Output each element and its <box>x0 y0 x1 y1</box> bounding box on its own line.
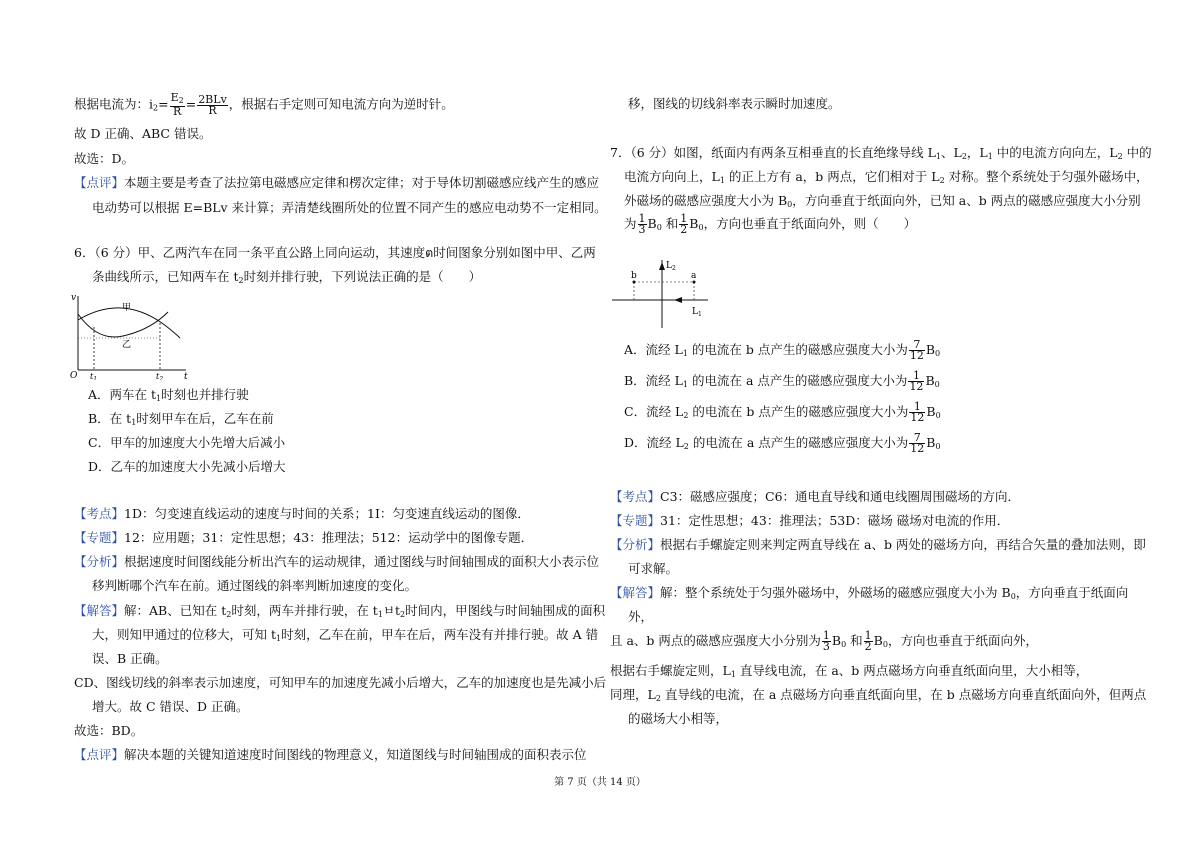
comment-line: 【点评】本题主要是考查了法拉第电磁感应定律和楞次定律；对于导体切割磁感应线产生的感应 <box>74 175 600 190</box>
dianping-line: 【点评】解决本题的关键知道速度时间图线的物理意义，知道图线与时间轴围成的面积表示位 <box>74 747 587 762</box>
option-d: D．流经 $L_2$ 的电流在 a 点产生的磁感应强度大小为 $\frac{7}{12}$ $B_0$ <box>624 431 941 455</box>
option-d: D．乙车的加速度大小先减小后增大 <box>88 459 286 474</box>
label-yi: 乙 <box>122 340 132 350</box>
fenxi-tag: 【分析】 <box>610 537 661 552</box>
fraction-2blv-over-r: $\frac{\text{2BLv}}{R}$ <box>198 92 227 117</box>
jieda-tag: 【解答】 <box>610 585 661 600</box>
zhuanti-tag: 【专题】 <box>74 530 125 545</box>
text-line: 可求解。 <box>628 561 679 576</box>
text-line: 电动势可以根据 E=BLv 来计算；弄清楚线圈所处的位置不同产生的感应电动势不一定相同。 <box>92 200 607 215</box>
text-line: CD、图线切线的斜率表示加速度，可知甲车的加速度先减小后增大，乙车的加速度也是先减小后 <box>74 675 607 690</box>
option-b: B．流经 $L_1$ 的电流在 a 点产生的磁感应强度大小为 $\frac{1}{12}$ $B_0$ <box>624 369 940 393</box>
axis-label-t: t <box>184 372 188 380</box>
fenxi-tag: 【分析】 <box>74 554 125 569</box>
text-line: 大，则知甲通过的位移大，可知 $t_1$时刻，乙车在前，甲车在后，两车没有并排行驶。故 A 错 <box>92 627 599 643</box>
option-a: A．两车在 $t_1$时刻也并排行驶 <box>88 387 249 403</box>
point-a-label: a <box>691 271 697 281</box>
fenxi-line: 【分析】根据速度时间图线能分析出汽车的运动规律，通过图线与时间轴围成的面积大小表示位 <box>74 554 600 569</box>
jieda-line: 【解答】解：整个系统处于匀强外磁场中，外磁场的磁感应强度大小为 $B_0$，方向垂直于纸面向 <box>610 585 1129 601</box>
text-line: 故 D 正确、ABC 错误。 <box>74 126 212 141</box>
jieda-line: 【解答】解：AB、已知在 $t_2$时刻，两车并排行驶，在 $t_1$ㅂ$t_2$时间内，甲图线与时间轴围成的面积 <box>74 603 606 619</box>
answer-line: 故选：BD。 <box>74 723 144 738</box>
velocity-time-graph <box>68 290 198 380</box>
axis-label-v: v <box>71 293 77 303</box>
kaodian-line: 【考点】C3：磁感应强度；C6：通电直导线和通电线圈周围磁场的方向． <box>610 489 1021 504</box>
text-line: 误、B 正确。 <box>92 651 168 666</box>
wires-diagram <box>610 252 715 332</box>
question-7-line-4: 为 $\frac{1}{3}$ $B_0$ 和 $\frac{1}{2}$ $B_0$，方向也垂直于纸面向外，则（ ） <box>624 212 917 236</box>
arrow-left-icon <box>674 297 682 303</box>
page-footer: 第 7 页（共 14 页） <box>554 777 646 788</box>
text-line: 故选：D。 <box>74 151 135 166</box>
kaodian-tag: 【考点】 <box>74 506 125 521</box>
label-jia: 甲 <box>122 303 132 313</box>
origin-label: O <box>70 371 78 380</box>
fenxi-line: 【分析】根据右手螺旋定则来判定两直导线在 a、b 两处的磁场方向，再结合矢量的叠加法则，即 <box>610 537 1146 552</box>
kaodian-tag: 【考点】 <box>610 489 661 504</box>
question-6-line-2: 条曲线所示，已知两车在 $t_2$时刻并排行驶，下列说法正确的是（ ） <box>92 269 482 285</box>
text-line: 的磁场大小相等， <box>628 711 729 726</box>
current-formula-line: 根据电流为：$i_2=$ $\frac{E_2}{R}$ = $\frac{\text{2BLv}}{R}$ ，根据右手定则可知电流方向为逆时针。 <box>74 91 454 118</box>
option-b: B．在 $t_1$时刻甲车在后，乙车在前 <box>88 411 274 427</box>
option-c: C．甲车的加速度大小先增大后减小 <box>88 435 286 450</box>
text-line: 且 a、b 两点的磁感应强度大小分别为 $\frac{1}{3}$ $B_0$ 和 $\frac{1}{2}$ $B_0$，方向也垂直于纸面向外， <box>610 629 1038 653</box>
question-7-line-3: 外磁场的磁感应强度大小为 $B_0$，方向垂直于纸面向外，已知 a、b 两点的磁感应强度大小分别 <box>624 193 1141 209</box>
text-line: 增大。故 C 错误、D 正确。 <box>92 699 249 714</box>
l2-label: $L_2$ <box>666 261 676 272</box>
question-7-line-1: 7．（6 分）如图，纸面内有两条互相垂直的长直绝缘导线 $L_1$、$L_2$，$L_1$ 中的电流方向向左，$L_2$ 中的 <box>610 145 1152 161</box>
kaodian-line: 【考点】1D：匀变速直线运动的速度与时间的关系；1I：匀变速直线运动的图像． <box>74 506 530 521</box>
fraction-e2-over-r: $\frac{E_2}{R}$ <box>170 91 184 118</box>
curve-yi <box>78 312 168 337</box>
text-line: 移判断哪个汽车在前。通过图线的斜率判断加速度的变化。 <box>92 578 418 593</box>
question-7-line-2: 电流方向向上，$L_1$ 的正上方有 a，b 两点，它们相对于 $L_2$ 对称。整个系统处于匀强外磁场中， <box>624 169 1149 185</box>
option-c: C．流经 $L_2$ 的电流在 b 点产生的磁感应强度大小为 $\frac{1}{12}$ $B_0$ <box>624 400 941 424</box>
comment-tag: 【点评】 <box>74 175 125 190</box>
l1-label: $L_1$ <box>692 307 702 318</box>
text-line: 根据右手螺旋定则，$L_1$ 直导线电流，在 a、b 两点磁场方向垂直纸面向里，大小相等， <box>610 663 1089 679</box>
point-b-label: b <box>631 271 637 281</box>
question-6-line-1: 6．（6 分）甲、乙两汽车在同一条平直公路上同向运动，其速度ต时间图象分别如图中甲、乙两 <box>74 245 596 260</box>
text-line: 外， <box>628 609 654 624</box>
dianping-tag: 【点评】 <box>74 747 125 762</box>
tick-t2: $t_2$ <box>156 372 164 380</box>
jieda-tag: 【解答】 <box>74 603 125 618</box>
zhuanti-tag: 【专题】 <box>610 513 661 528</box>
text-line: 同理，$L_2$ 直导线的电流，在 a 点磁场方向垂直纸面向里，在 b 点磁场方向垂直纸面向外，但两点 <box>610 687 1147 703</box>
tick-t1: $t_1$ <box>90 372 98 380</box>
zhuanti-line: 【专题】31：定性思想；43：推理法；53D：磁场 磁场对电流的作用． <box>610 513 1010 528</box>
option-a: A．流经 $L_1$ 的电流在 b 点产生的磁感应强度大小为 $\frac{7}{12}$ $B_0$ <box>624 338 941 362</box>
arrow-up-icon <box>659 262 665 270</box>
text-line: 移，图线的切线斜率表示瞬时加速度。 <box>628 96 841 111</box>
zhuanti-line: 【专题】12：应用题；31：定性思想；43：推理法；512：运动学中的图像专题． <box>74 530 534 545</box>
